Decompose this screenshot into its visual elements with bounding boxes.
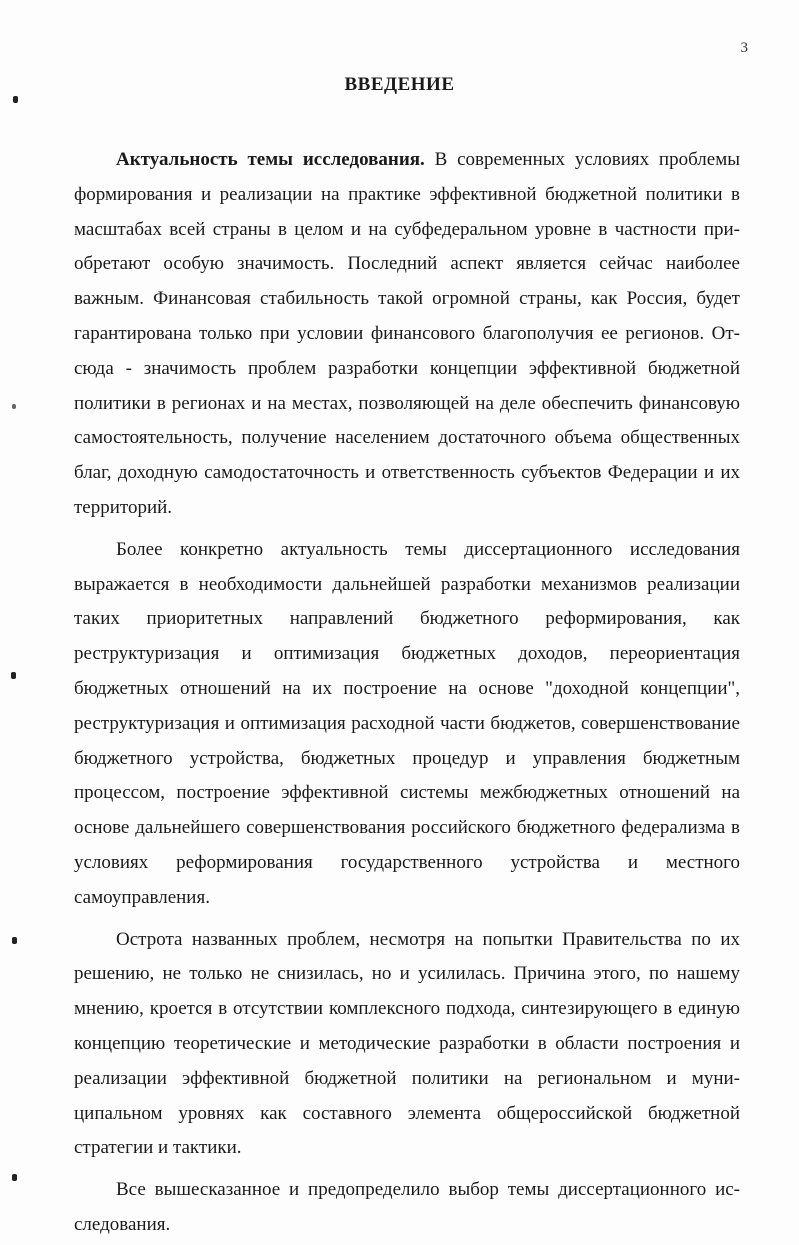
scan-mark — [13, 96, 18, 103]
scan-mark — [12, 404, 16, 409]
scan-mark — [12, 1174, 17, 1181]
paragraph-2: Более конкретно актуальность темы диссертационного исследования выражается в необходимости дальнейшей разработки механизмов реализации таких приоритетных направлений бюджетного реформирования, как реструктуризация и оптимизация бюджетных доходов, переориентация бюджетных отношений на их построение на основе "доходной концепции", реструктуризация и оптимизация расходной части бюджетов, совершенствование бюджетного устройства, бюджетных процедур и управления бюджетным процессом, построение эффективной системы межбюджетных отношений на основе дальнейшего совершенствования российского бюджетного федерализма в условиях реформирования государственного устройства и местного самоуправления. — [74, 538, 740, 908]
paragraph-4: Все вышесказанное и предопределило выбор темы диссертационного исследования. — [74, 1179, 740, 1235]
page-title: ВВЕДЕНИЕ — [344, 74, 455, 95]
scan-mark — [11, 672, 16, 679]
paragraph-1 — [74, 143, 740, 526]
page-number: 3 — [740, 40, 748, 56]
body-text — [74, 143, 740, 1243]
scan-mark — [12, 937, 17, 944]
paragraph-3: Острота названных проблем, несмотря на попытки Правительства по их решению, не только не снизилась, но и усилилась. Причина этого, по нашему мнению, кроется в отсутствии комплексного подхода, синтезирующего в единую концепцию теоретические и методические разработки в области построения и реализации эффективной бюджетной политики на региональном и муниципальном уровнях как составного элемента общероссийской бюджетной стратегии и тактики. — [74, 928, 740, 1159]
paragraph-1-lead: Актуальность темы исследования. — [116, 149, 425, 170]
paragraph-1-text: В современных условиях проблемы формирования и реализации на практике эффективной бюджетной политики в масштабах всей страны в целом и на субфедеральном уровне в частности приобретают особую значимость. Последний аспект является сейчас наиболее важным. Финансовая стабильность такой огромной страны, как Россия, будет гарантирована только при условии финансового благополучия ее регионов. Отсюда - значимость проблем разработки концепции эффективной бюджетной политики в регионах и на местах, позволяющей на деле обеспечить финансовую самостоятельность, получение населением достаточного объема общественных благ, доходную самодостаточность и ответственность субъектов Федерации и их территорий. — [74, 149, 740, 518]
